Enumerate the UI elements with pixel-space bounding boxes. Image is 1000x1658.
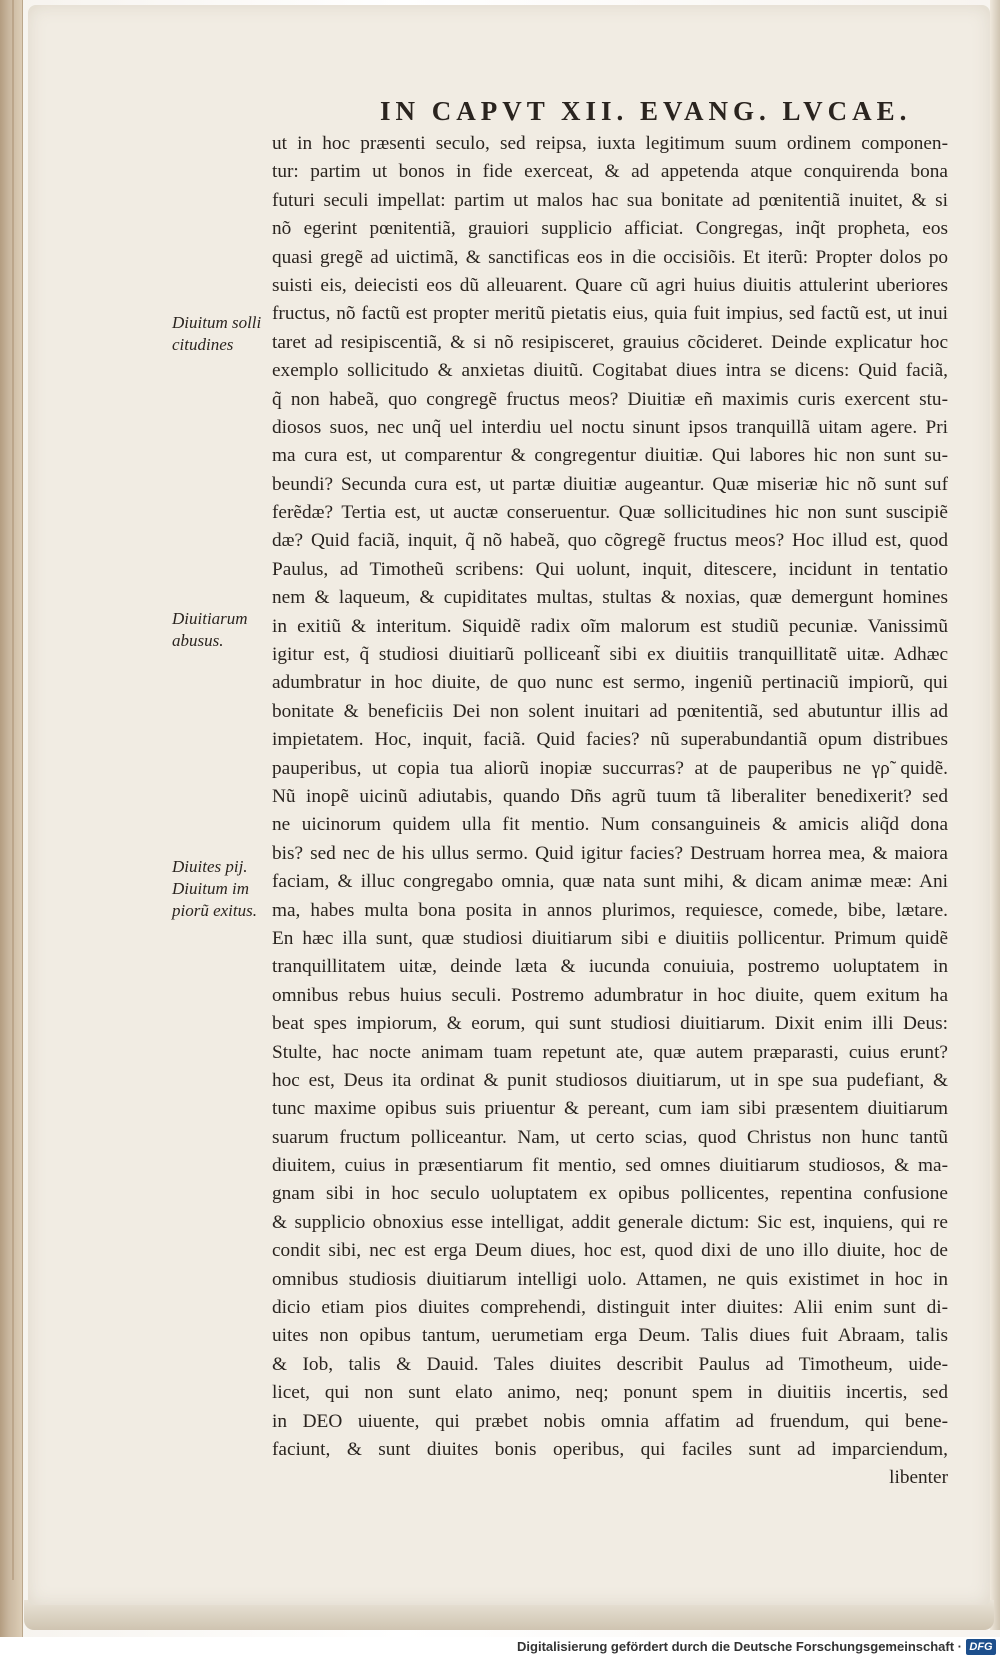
book-right-edge (990, 0, 1000, 1630)
text-line: in exitiũ & interitum. Siquidẽ radix oĩm malorum est studiũ pecuniæ. Vanissimũ (272, 615, 948, 637)
text-line: hoc est, Deus ita ordinat & punit studiosos diuitiarum, ut in spe sua pudefiant, & (272, 1069, 948, 1091)
text-line: diuitem, cuius in præsentiarum fit mentio, sed omnes diuitiarum studiosos, & ma- (272, 1155, 948, 1177)
text-line: dicio etiam pios diuites comprehendi, distinguit inter diuites: Alii enim sunt di- (272, 1297, 948, 1319)
text-line: suisti eis, deiecisti eos dũ alleuarent. Quare cũ agri huius diuitis attulerint uberiores (272, 274, 948, 296)
text-line: taret ad resipiscentiã, & si nõ resipisceret, grauius cõcideret. Deinde explicatur hoc (272, 331, 948, 353)
text-line: gnam sibi in hoc seculo uoluptatem ex opibus pollicentes, repentina confusione (272, 1183, 948, 1205)
text-line: Stulte, hac nocte animam tuam repetunt ate, quæ autem præparasti, cuius erunt? (272, 1041, 948, 1063)
text-line: ma, habes multa bona posita in annos plurimos, requiesce, comede, bibe, lætare. (272, 899, 948, 921)
text-line: suarum fructum polliceantur. Nam, ut certo scias, quod Christus non hunc tantũ (272, 1126, 948, 1148)
text-line: licet, qui non sunt elato animo, neq; ponunt spem in diuitiis incertis, sed (272, 1382, 948, 1404)
text-line: impietatem. Hoc, inquit, faciã. Quid facies? nũ superabundantiã opum distribues (272, 729, 948, 751)
text-line: beundi? Secunda cura est, ut partæ diuitiæ augeantur. Quæ miseriæ hic nõ sunt suf (272, 473, 948, 495)
text-line: faciunt, & sunt diuites bonis operibus, qui faciles sunt ad imparciendum, (272, 1438, 948, 1460)
text-line: Nũ inopẽ uicinũ adiutabis, quando Dñs agrũ tuum tã liberaliter benedixerit? sed (272, 785, 948, 807)
binding-line (12, 0, 14, 1580)
marginal-note-1: Diuitum solli citudines (172, 313, 262, 354)
text-line: beat spes impiorum, & eorum, qui sunt studiosi diuitiarum. Dixit enim illi Deus: (272, 1013, 948, 1035)
text-line: bonitate & beneficiis Dei non solent inuitari ad pœnitentiã, sed abutuntur illis ad (272, 700, 948, 722)
text-line: tranquillitatem uitæ, deinde læta & iucunda conuiuia, postremo uoluptatem in (272, 956, 948, 978)
text-line: omnibus studiosis diuitiarum intelligi uolo. Attamen, ne quis existimet in hoc in (272, 1268, 948, 1290)
body-text (272, 130, 948, 1493)
text-line: & supplicio obnoxius esse intelligat, addit generale dictum: Sic est, inquiens, qui re (272, 1211, 948, 1233)
text-line: exemplo sollicitudo & anxietas diuitũ. Cogitabat diues intra se dicens: Quid faciã, (272, 360, 948, 382)
text-line: ferẽdæ? Tertia est, ut auctæ conseruentur. Quæ sollicitudines hic non sunt suscipiẽ (272, 502, 948, 524)
text-line: nem & laqueum, & cupiditates multas, stultas & noxias, quæ demergunt homines (272, 587, 948, 609)
running-head: IN CAPVT XII. EVANG. LVCAE. (380, 96, 912, 126)
text-line: in DEO uiuente, qui præbet nobis omnia affatim ad fruendum, qui bene- (272, 1410, 948, 1432)
text-line: omnibus rebus huius seculi. Postremo adumbratur in hoc diuite, quem exitum ha (272, 984, 948, 1006)
marginal-note-3: Diuites pij. Diuitum im piorũ exitus. (172, 857, 257, 920)
dfg-logo: DFG (966, 1639, 996, 1655)
text-line: ma cura est, ut comparentur & congregentur diuitiæ. Qui labores hic non sunt su- (272, 445, 948, 467)
text-line: ne uicinorum quidem ulla fit mentio. Num consanguineis & amicis aliq̃d dona (272, 814, 948, 836)
text-line: & Iob, talis & Dauid. Tales diuites describit Paulus ad Timotheum, uide- (272, 1353, 948, 1375)
text-line: uites non opibus tantum, uerumetiam erga Deum. Talis diues fuit Abraam, talis (272, 1325, 948, 1347)
book-left-edge (0, 0, 23, 1658)
text-line: igitur est, q̃ studiosi diuitiarũ polliceant̃ sibi ex diuitiis tranquillitatẽ uitæ. Adhæc (272, 644, 948, 666)
footer-credit: Digitalisierung gefördert durch die Deutsche Forschungsgemeinschaft · (517, 1639, 962, 1654)
marginal-note-2: Diuitiarum abusus. (172, 609, 248, 650)
footer-bar (0, 1637, 1000, 1658)
text-line: tunc maxime opibus suis priuentur & pereant, cum iam sibi præsentem diuitiarum (272, 1098, 948, 1120)
text-line: ut in hoc præsenti seculo, sed reipsa, iuxta legitimum suum ordinem componen- (272, 133, 948, 154)
text-line: En hæc illa sunt, quæ studiosi diuitiarum sibi e diuitiis pollicentur. Primum quidẽ (272, 927, 948, 949)
text-line: tur: partim ut bonos in fide exerceat, & ad appetenda atque conquirenda bona (272, 161, 948, 183)
text-line: dæ? Quid faciã, inquit, q̃ nõ habeã, quo cõgregẽ fructus meos? Hoc illud est, quod (272, 530, 948, 552)
text-line: nõ egerint pœnitentiã, grauiori supplicio afficiat. Congregas, inq̃t propheta, eos (272, 218, 948, 240)
text-line: diosos suos, nec unq̃ uel interdiu uel noctu sinunt ipsos tranquillã uitam agere. Pri (272, 416, 948, 438)
text-line: libenter (889, 1467, 948, 1489)
text-line: bis? sed nec de his ullus sermo. Quid igitur facies? Destruam horrea mea, & maiora (272, 842, 948, 864)
text-line: futuri seculi impellat: partim ut malos hac sua bonitate ad pœnitentiã inuitet, & si (272, 189, 948, 211)
text-line: pauperibus, ut copia tua aliorũ inopiæ succurras? at de pauperibus ne γρ̃ quidẽ. (272, 757, 948, 779)
text-line: fructus, nõ factũ est propter meritũ pietatis eius, quia fuit impius, sed factũ est, ut inui (272, 303, 948, 325)
text-line: Paulus, ad Timotheũ scribens: Qui uolunt, inquit, ditescere, incidunt in tentatio (272, 558, 948, 580)
text-line: faciam, & illuc congregabo omnia, quæ nata sunt mihi, & dicam animæ meæ: Ani (272, 871, 948, 893)
text-line: condit sibi, nec est erga Deum diues, hoc est, quod dixi de uno illo diuite, hoc de (272, 1240, 948, 1262)
text-line: quasi gregẽ ad uictimã, & sanctificas eos in die occisiõis. Et iterũ: Propter dolos po (272, 246, 948, 268)
text-line: adumbratur in hoc diuite, de quo nunc est sermo, ingeniũ pertinaciũ impiorũ, qui (272, 672, 948, 694)
text-line: q̃ non habeã, quo congregẽ fructus meos? Diuitiæ eñ maximis curis exercent stu- (272, 388, 948, 410)
